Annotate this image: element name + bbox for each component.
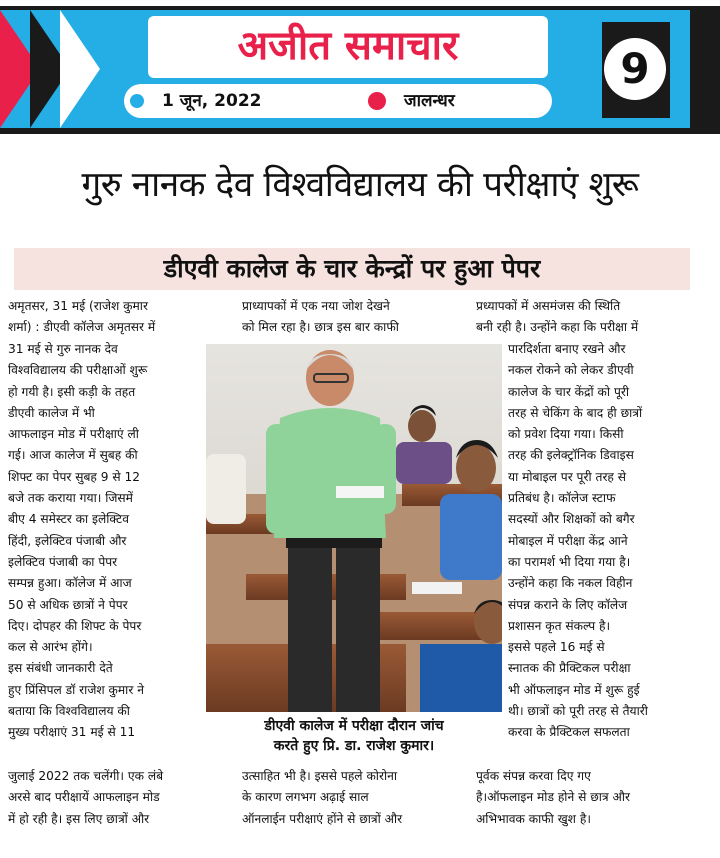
column-3-top-text [476,296,698,339]
text-line: इलेक्टिव पंजाबी का पेपर [8,554,118,569]
page-number: 9 [604,38,666,100]
text-line: हुए प्रिंसिपल डॉ राजेश कुमार ने [8,682,144,697]
text-line: सम्पन्न हुआ। कॉलेज में आज [8,576,132,591]
text-line: इससे पहले 16 मई से [508,640,605,655]
text-line: जुलाई 2022 तक चलेंगी। एक लंबे [8,769,164,783]
text-line: 50 से अधिक छात्रों ने पेपर [8,597,128,612]
photo-caption-line-1: डीएवी कालेज में परीक्षा दौरान जांच [264,718,444,734]
edition-city: जालन्धर [404,91,455,111]
article-headline: गुरु नानक देव विश्वविद्यालय की परीक्षाएं शुरू [81,165,639,205]
text-line: अभिभावक काफी खुश है। [476,811,591,826]
article-subheadline: डीएवी कालेज के चार केन्द्रों पर हुआ पेपर [163,254,541,283]
text-line: बजे तक कराया गया। जिसमें [8,491,133,506]
masthead [0,0,720,140]
text-line: कल से आरंभ होंगे। [8,640,93,655]
text-line: या मोबाइल पर पूरी तरह से [508,469,627,484]
newspaper-title: अजीत समाचार [237,23,459,69]
dateline-dot-blue [130,94,144,108]
text-line: प्रशासन कृत संकल्प है। [508,618,611,633]
text-line: शिफ्ट का पेपर सुबह 9 से 12 [8,469,141,484]
issue-date: 1 जून, 2022 [162,91,262,111]
text-line: मोबाइल में परीक्षा केंद्र आने [508,533,628,548]
photo-caption-line-2: करते हुए प्रि. डा. राजेश कुमार। [273,738,435,754]
text-line: इस संबंधी जानकारी देते [8,661,113,676]
column-3-bottom-text [476,766,698,830]
text-line: उन्होंने कहा कि नकल विहीन [508,576,633,591]
text-line: प्रध्यापकों में असमंजस की स्थिति [476,299,621,313]
text-line: भी ऑफलाइन मोड में शुरू हुई [508,682,640,697]
column-1-top-text [8,296,230,339]
text-line: कालेज के चार केंद्रों को पूरी [508,384,630,399]
text-line: आफलाइन मोड में परीक्षाएं ली [8,427,139,442]
text-line: अमृतसर, 31 मई (राजेश कुमार [8,299,148,313]
text-line: थी। छात्रों को पूरी तरह से तैयारी [508,704,648,719]
text-line: पूर्वक संपन्न करवा दिए गए [476,769,591,783]
text-line: उत्साहित भी है। इससे पहले कोरोना [242,769,398,783]
text-line: को प्रवेश दिया गया। किसी [508,427,624,442]
text-line: पारदिर्शता बनाए रखने और [508,342,626,356]
text-line: तरह की इलेक्ट्रॉनिक डिवाइस [508,448,634,463]
column-1-bottom-text [8,766,230,830]
text-line: मुख्य परीक्षाएं 31 मई से 11 [8,725,136,740]
text-line: बताया कि विश्वविद्यालय की [8,704,130,719]
text-line: ऑनलाईन परीक्षाएं होंने से छात्रों और [242,811,403,826]
text-line: बीए 4 समेस्टर का इलेक्टिव [8,512,129,527]
text-line: गई। आज कालेज में सुबह की [8,448,138,463]
column-1-text [8,339,200,744]
text-line: बनी रही है। उन्होंने कहा कि परीक्षा में [476,320,639,335]
classroom-photo-illustration [206,344,502,712]
text-line: प्रतिबंध है। कॉलेज स्टाफ [508,491,616,506]
photo-caption [204,716,504,756]
text-line: हो गयी है। इसी कड़ी के तहत [8,384,136,399]
text-line: दिए। दोपहर की शिफ्ट के पेपर [8,618,142,633]
text-line: डीएवी कालेज में भी [8,405,95,420]
dateline-dot-pink [368,92,386,110]
text-line: सदस्यों और शिक्षकों को बगैर [508,512,635,527]
text-line: शर्मा) : डीएवी कॉलेज अमृतसर में [8,320,156,335]
text-line: 31 मई से गुरु नानक देव [8,342,118,356]
chevron-decoration-white [60,10,100,128]
text-line: नकल रोकने को लेकर डीएवी [508,363,634,378]
text-line: तरह से चेकिंग के बाद ही छात्रों [508,405,643,420]
text-line: स्नातक की प्रैक्टिकल परीक्षा [508,661,631,676]
text-line: करवा के प्रैक्टिकल सफलता [508,725,630,740]
text-line: संपन्न कराने के लिए कॉलेज [508,597,628,612]
column-2-top-text [242,296,464,339]
text-line: के कारण लगभग अढ़ाई साल [242,790,369,805]
text-line: का परामर्श भी दिया गया है। [508,554,631,569]
text-line: प्राध्यापकों में एक नया जोश देखने [242,299,390,313]
column-2-bottom-text [242,766,464,830]
text-line: है।ऑफलाइन मोड होने से छात्र और [476,790,630,805]
text-line: में हो रही है। इस लिए छात्रों और [8,811,150,826]
text-line: को मिल रहा है। छात्र इस बार काफी [242,320,399,335]
article-photo [206,344,502,712]
text-line: अरसे बाद परीक्षायें आफलाइन मोड [8,790,160,805]
text-line: विश्वविद्यालय की परीक्षाओं शुरू [8,363,148,378]
text-line: हिंदी, इलेक्टिव पंजाबी और [8,533,127,548]
column-3-text [508,339,698,744]
